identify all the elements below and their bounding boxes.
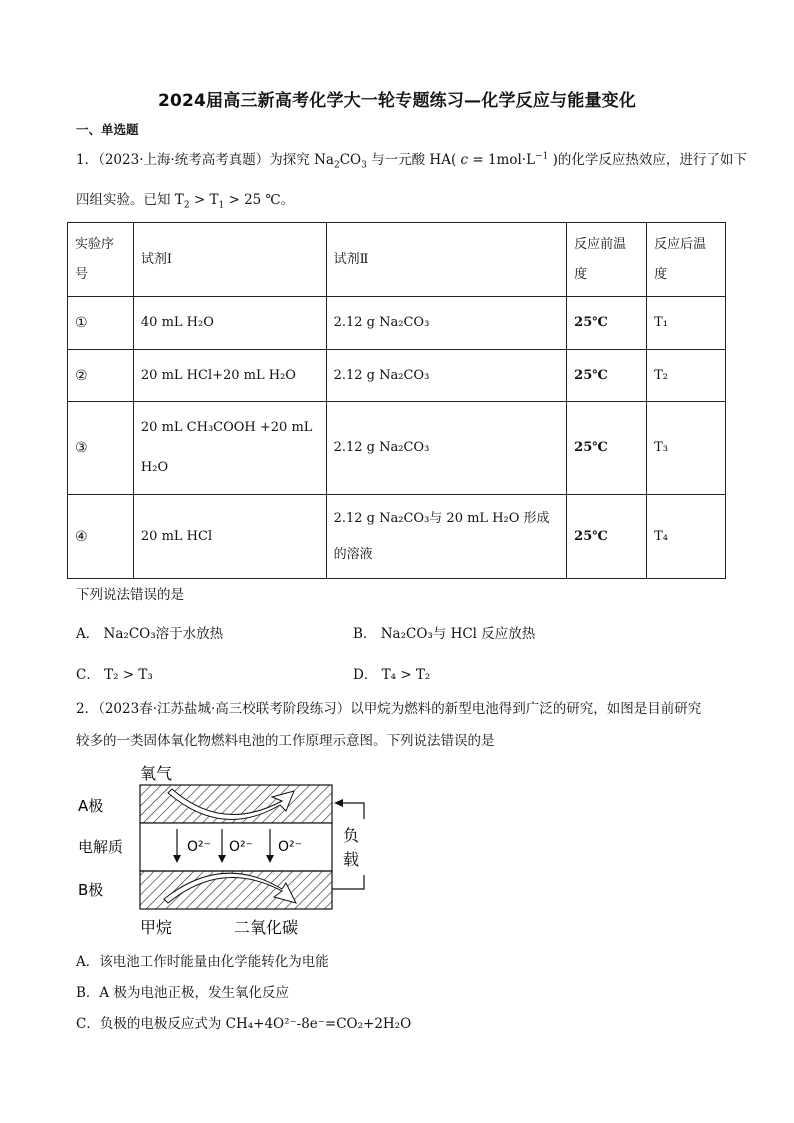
table-cell: 25℃ bbox=[567, 495, 647, 579]
electrolyte-label: 电解质 bbox=[78, 838, 124, 856]
q1-prompt: 下列说法错误的是 bbox=[76, 587, 184, 603]
table-cell: T₂ bbox=[647, 350, 726, 402]
table-cell: 2.12 g Na₂CO₃ bbox=[326, 402, 567, 495]
ion-label: O²⁻ bbox=[229, 839, 254, 855]
table-cell: 20 mL HCl bbox=[133, 495, 326, 579]
formula-ha: HA( $c = 1mol\cdot L^{-1}$ ) bbox=[429, 151, 558, 168]
table-cell: T₄ bbox=[647, 495, 726, 579]
q1-stem-line2-text: 四组实验。已知 bbox=[76, 192, 171, 208]
electrode-a-label: A极 bbox=[78, 797, 104, 815]
methane-label: 甲烷 bbox=[140, 918, 173, 937]
load-label: 负 bbox=[343, 826, 360, 845]
table-cell: T₁ bbox=[647, 297, 726, 350]
table-header: 试剂Ⅱ bbox=[326, 223, 567, 297]
table-cell: 25℃ bbox=[567, 350, 647, 402]
temp-condition: $T_2 > T_1 > 25$ ℃。 bbox=[174, 192, 295, 211]
q1-stem-part-b: 与一元酸 bbox=[371, 152, 426, 168]
table-header: 试剂Ⅰ bbox=[133, 223, 326, 297]
table-cell: 20 mL CH₃COOH +20 mL H₂O bbox=[133, 402, 326, 495]
table-cell: 2.12 g Na₂CO₃ bbox=[326, 350, 567, 402]
q1-stem-part-c: 的化学反应热效应，进行了如下 bbox=[557, 152, 747, 168]
ion-label: O²⁻ bbox=[187, 839, 212, 855]
q1-stem-line2 bbox=[76, 190, 294, 210]
table-cell: 25℃ bbox=[567, 402, 647, 495]
q2-stem-line2: 较多的一类固体氧化物燃料电池的工作原理示意图。下列说法错误的是 bbox=[76, 733, 495, 749]
electrode-b-label: B极 bbox=[78, 881, 104, 899]
q1-option-c: C． T₂ > T₃ bbox=[76, 667, 153, 683]
table-row bbox=[68, 297, 726, 350]
table-row bbox=[68, 495, 726, 579]
q1-option-b: B． Na₂CO₃与 HCl 反应放热 bbox=[353, 626, 536, 642]
q2-option-c: C．负极的电极反应式为 CH₄+4O²⁻-8e⁻=CO₂+2H₂O bbox=[76, 1016, 412, 1032]
co2-label: 二氧化碳 bbox=[234, 918, 299, 937]
oxygen-label: 氧气 bbox=[140, 764, 173, 783]
fuel-cell-diagram bbox=[72, 755, 382, 945]
table-cell: ③ bbox=[68, 402, 134, 495]
table-cell: ④ bbox=[68, 495, 134, 579]
circuit-arrowhead bbox=[334, 799, 343, 807]
section-heading: 一、单选题 bbox=[76, 122, 139, 137]
table-header: 反应后温度 bbox=[647, 223, 726, 297]
q2-stem-line1: 2．（2023春·江苏盐城·高三校联考阶段练习）以甲烷为燃料的新型电池得到广泛的研究，如图是目前研究 bbox=[76, 701, 702, 717]
table-cell: 25℃ bbox=[567, 297, 647, 350]
q1-stem-line1 bbox=[76, 150, 747, 170]
table-cell: 40 mL H₂O bbox=[133, 297, 326, 350]
q1-option-d: D． T₄ > T₂ bbox=[353, 667, 431, 683]
ion-label: O²⁻ bbox=[278, 839, 303, 855]
load-label: 载 bbox=[343, 850, 360, 869]
table-cell: 20 mL HCl+20 mL H₂O bbox=[133, 350, 326, 402]
q1-stem-part-a: 1．（2023·上海·统考高考真题）为探究 bbox=[76, 152, 310, 168]
table-cell: 2.12 g Na₂CO₃与 20 mL H₂O 形成的溶液 bbox=[326, 495, 567, 579]
experiment-table bbox=[67, 222, 726, 579]
table-row bbox=[68, 350, 726, 402]
formula-na2co3: $Na_2CO_3$ bbox=[314, 152, 367, 171]
table-header: 反应前温度 bbox=[567, 223, 647, 297]
q1-option-a: A． Na₂CO₃溶于水放热 bbox=[76, 626, 224, 642]
table-cell: ① bbox=[68, 297, 134, 350]
table-cell: ② bbox=[68, 350, 134, 402]
table-header: 实验序号 bbox=[68, 223, 134, 297]
table-cell: 2.12 g Na₂CO₃ bbox=[326, 297, 567, 350]
table-header-row bbox=[68, 223, 726, 297]
q2-option-b: B．A 极为电池正极，发生氧化反应 bbox=[76, 985, 289, 1001]
page-title: 2024届高三新高考化学大一轮专题练习—化学反应与能量变化 bbox=[157, 91, 637, 111]
table-row bbox=[68, 402, 726, 495]
table-cell: T₃ bbox=[647, 402, 726, 495]
q2-option-a: A．该电池工作时能量由化学能转化为电能 bbox=[76, 954, 329, 970]
